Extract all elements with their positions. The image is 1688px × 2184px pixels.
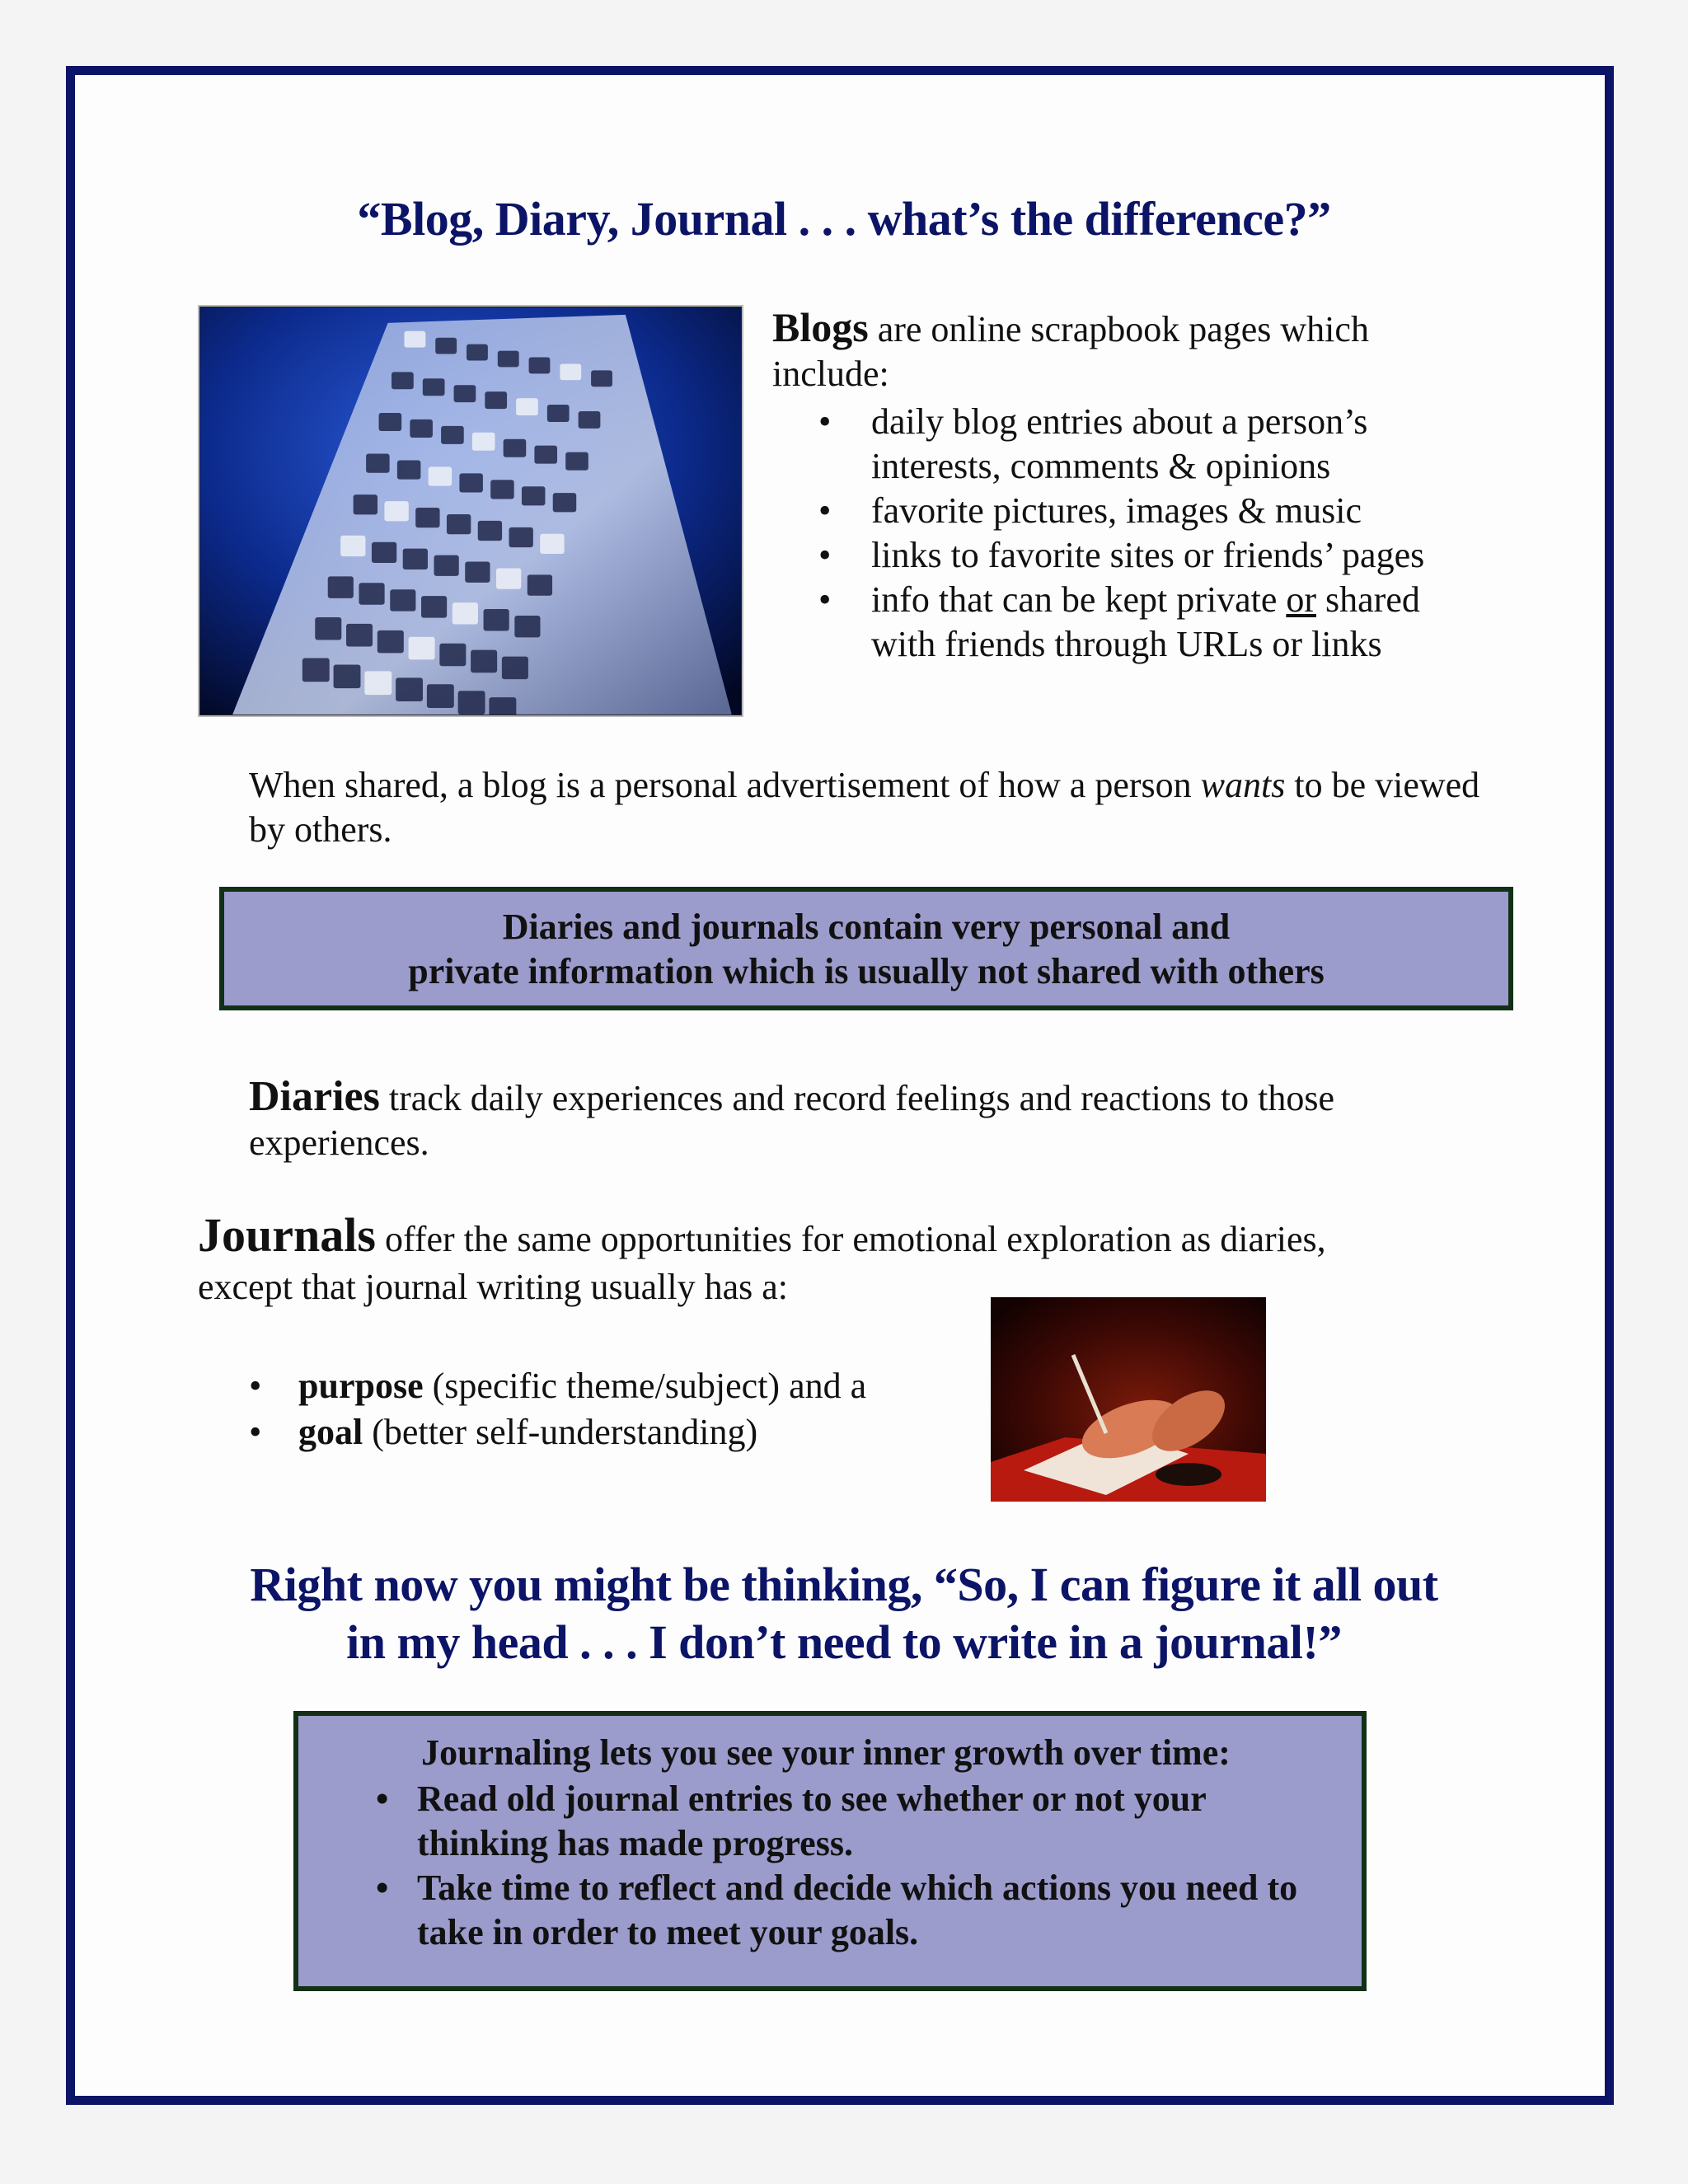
keyboard-key [302, 658, 330, 682]
keyboard-key [484, 609, 509, 630]
keyboard-key [447, 514, 471, 534]
journals-text-2: except that journal writing usually has a: [198, 1267, 789, 1307]
keyboard-key [454, 385, 476, 402]
keyboard-key [459, 473, 482, 492]
list-item [249, 1409, 991, 1455]
keyboard-key [366, 454, 389, 473]
keyboard-key [390, 589, 415, 611]
keyboard-key [522, 486, 545, 505]
journals-lead-word: Journals [198, 1208, 376, 1262]
hands-writing-photo [991, 1297, 1266, 1502]
list-item: • daily blog entries about a person’s interests, comments & opinions [772, 400, 1481, 489]
keyboard-key [404, 331, 425, 348]
keyboard-key [540, 534, 564, 554]
purpose-term: purpose [298, 1366, 424, 1406]
keyboard-key [377, 630, 404, 654]
keyboard-key [452, 602, 478, 624]
keyboard-key [529, 358, 551, 374]
keyboard-key [429, 466, 452, 485]
keyboard-key [547, 405, 570, 422]
keyboard-key [579, 411, 601, 429]
shared-blog-text [249, 763, 1485, 852]
keyboard-key [435, 338, 457, 354]
keyboard-key [410, 419, 433, 438]
keyboard-key [359, 583, 384, 604]
keyboard-key [485, 391, 507, 409]
keyboard-key [340, 536, 365, 556]
journals-description [198, 1208, 1484, 1311]
keyboard-key [472, 433, 495, 451]
keyboard-key [471, 650, 497, 673]
keyboard-key [392, 372, 414, 389]
keyboard-key [315, 617, 341, 640]
callout-heading: Journaling lets you see your inner growth over time: [421, 1732, 1231, 1773]
keyboard-key [409, 637, 435, 660]
keyboard-key [565, 452, 588, 471]
diaries-lead-word: Diaries [249, 1073, 380, 1120]
item-text: shared with friends through URLs or links [871, 579, 1420, 664]
keyboard-key [421, 596, 447, 617]
blogs-description [772, 305, 1481, 667]
blogs-lead-word: Blogs [772, 304, 869, 350]
keyboard-key [379, 413, 402, 431]
item-text: info that can be kept private [871, 579, 1287, 620]
journaling-benefits-callout [293, 1711, 1367, 1991]
callout-line: Diaries and journals contain very personal and [502, 907, 1231, 947]
keyboard-key [514, 616, 540, 637]
list-item: • Take time to reflect and decide which actions you need to take in order to meet your goals. [348, 1866, 1329, 1955]
shared-text-b: to be viewed by others. [249, 765, 1480, 850]
keyboard-key [427, 684, 454, 708]
keyboard-key [591, 370, 612, 387]
underlined-or: or [1286, 579, 1317, 620]
keyboard-key [496, 568, 521, 588]
list-item: • Read old journal entries to see whether or not your thinking has made progress. [348, 1777, 1329, 1866]
keyboard-key [396, 677, 423, 701]
keyboard-key [528, 574, 552, 595]
keyboard-key [403, 549, 428, 569]
list-item: • links to favorite sites or friends’ pages [772, 533, 1481, 578]
keyboard-key [423, 378, 445, 396]
keyboard-key [441, 426, 464, 444]
keyboard-key [434, 555, 458, 576]
blogs-list [772, 400, 1481, 667]
keyboard-key [534, 446, 557, 464]
keyboard-key [415, 508, 439, 527]
keyboard-key [458, 691, 485, 715]
thinking-line: Right now you might be thinking, “So, I can figure it all out [250, 1558, 1438, 1611]
list-item [772, 578, 1481, 667]
benefits-list [348, 1777, 1329, 1955]
diaries-text: track daily experiences and record feelings and reactions to those experiences. [249, 1078, 1335, 1163]
keyboard-key [467, 344, 488, 361]
keyboard-key [465, 562, 490, 583]
goal-term: goal [298, 1412, 363, 1452]
keyboard-key [502, 657, 528, 680]
shared-text-a: When shared, a blog is a personal advertisement of how a person [249, 765, 1201, 805]
thinking-line: in my head . . . I don’t need to write in a journal!” [346, 1615, 1342, 1669]
keyboard-key [516, 398, 538, 415]
keyboard-key [384, 501, 408, 521]
keyboard-key [489, 697, 516, 715]
keyboard-key [397, 460, 420, 479]
journal-features-list [249, 1363, 991, 1455]
list-item: • favorite pictures, images & music [772, 489, 1481, 533]
keyboard-key [328, 576, 354, 598]
blogs-intro: are online scrapbook pages which include: [772, 309, 1369, 394]
privacy-callout [219, 887, 1513, 1010]
keyboard-key [354, 494, 377, 514]
keyboard-key [553, 493, 576, 512]
journals-text-1: offer the same opportunities for emotional exploration as diaries, [375, 1219, 1326, 1259]
keyboard-key [498, 351, 519, 368]
list-item [249, 1363, 991, 1409]
keyboard-key [560, 363, 581, 380]
shared-text-emphasis: wants [1200, 765, 1286, 805]
keyboard-key [334, 664, 361, 688]
item-text: (specific theme/subject) and a [423, 1366, 867, 1406]
thinking-heading [0, 1556, 1688, 1671]
keyboard-key [509, 527, 532, 547]
keyboard-key [490, 480, 513, 499]
keyboard-photo [198, 305, 743, 717]
keyboard-key [364, 671, 392, 695]
item-text: (better self-understanding) [363, 1412, 758, 1452]
diaries-description [249, 1075, 1485, 1165]
callout-line: private information which is usually not shared with others [408, 951, 1325, 991]
keyboard-key [504, 439, 527, 457]
page-title: “Blog, Diary, Journal . . . what’s the difference?” [357, 192, 1331, 246]
keyboard-key [372, 542, 396, 563]
keyboard-key [439, 644, 466, 667]
keyboard-key [346, 624, 373, 647]
keyboard-key [478, 521, 502, 541]
